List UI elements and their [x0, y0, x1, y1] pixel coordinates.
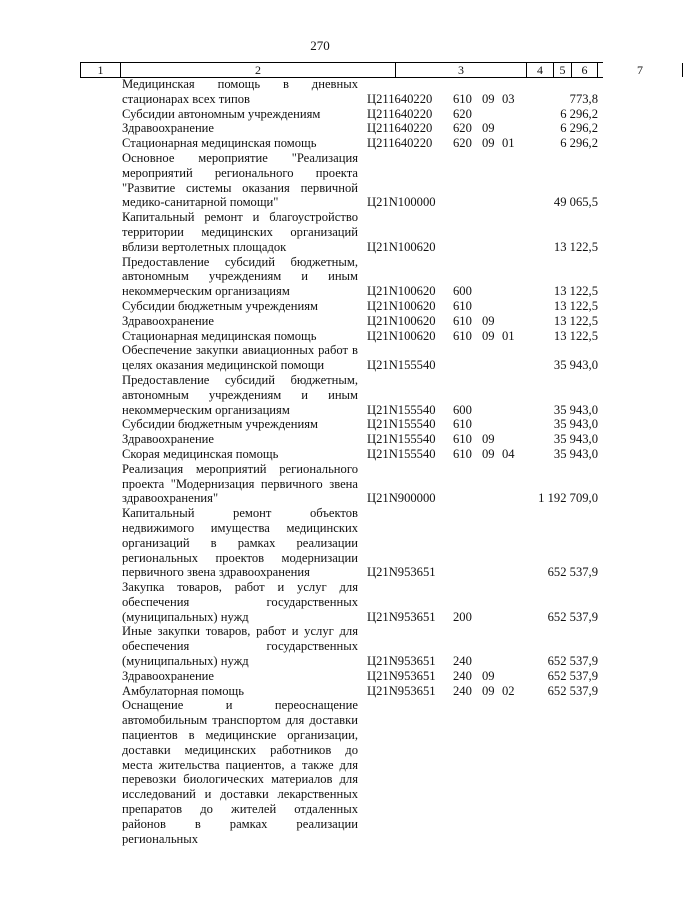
- row-amount: 13 122,5: [553, 298, 598, 313]
- table-row: [0, 314, 640, 329]
- header-col-6: 6: [571, 63, 597, 77]
- row-expense-type: 610: [453, 313, 472, 328]
- row-amount: 35 943,0: [553, 417, 598, 432]
- row-target-code: Ц21N100620: [367, 298, 436, 313]
- row-description: Здравоохранение: [122, 313, 215, 328]
- row-amount: 652 537,9: [547, 609, 598, 624]
- row-amount: 6 296,2: [560, 121, 598, 136]
- row-section: 09: [482, 121, 495, 136]
- row-amount: 652 537,9: [547, 683, 598, 698]
- table-row: [0, 210, 640, 254]
- row-expense-type: 240: [453, 668, 472, 683]
- row-target-code: Ц21N100620: [367, 328, 436, 343]
- table-row: [0, 580, 640, 624]
- table-row: [0, 373, 640, 417]
- row-section: 09: [482, 432, 495, 447]
- table-row: [0, 299, 640, 314]
- table-row: [0, 447, 640, 462]
- header-col-2: 2: [120, 63, 395, 77]
- row-description: Оснащение и переоснащение автомобильным транспортом для доставки пациентов в медицинские организации, доставки медицинских работников до места жительства пациентов, а также для перевозки биологических материалов для исследований и доставки лекарственных препаратов до жителей отдаленных районов в рамках реализации региональных: [122, 698, 358, 846]
- row-target-code: Ц21N953651: [367, 654, 436, 669]
- row-subsection: 01: [502, 136, 515, 151]
- row-description: Капитальный ремонт объектов недвижимого имущества медицинских организаций в рамках реализации региональных проектов модернизации первичного звена здравоохранения: [122, 506, 358, 580]
- row-amount: 35 943,0: [553, 402, 598, 417]
- row-amount: 49 065,5: [553, 195, 598, 210]
- row-amount: 13 122,5: [553, 239, 598, 254]
- row-description: Реализация мероприятий регионального проекта "Модернизация первичного звена здравоохранения": [122, 461, 358, 506]
- table-body: [0, 77, 640, 846]
- table-row: [0, 77, 640, 107]
- page-number: 270: [310, 38, 330, 53]
- row-section: 09: [482, 446, 495, 461]
- row-expense-type: 610: [453, 298, 472, 313]
- row-section: 09: [482, 668, 495, 683]
- row-amount: 13 122,5: [553, 284, 598, 299]
- row-section: 09: [482, 683, 495, 698]
- row-description: Предоставление субсидий бюджетным, автономным учреждениям и иным некоммерческим организациям: [122, 254, 358, 299]
- row-description: Капитальный ремонт и благоустройство территории медицинских организаций вблизи вертолетных площадок: [122, 210, 358, 254]
- row-amount: 1 192 709,0: [538, 491, 598, 506]
- row-target-code: Ц21N953651: [367, 683, 436, 698]
- row-description: Предоставление субсидий бюджетным, автономным учреждениям и иным некоммерческим организациям: [122, 372, 358, 417]
- row-expense-type: 610: [453, 91, 472, 106]
- row-amount: 35 943,0: [553, 432, 598, 447]
- row-expense-type: 240: [453, 683, 472, 698]
- row-target-code: Ц21N155540: [367, 358, 436, 373]
- row-target-code: Ц21N900000: [367, 491, 436, 506]
- row-expense-type: 610: [453, 446, 472, 461]
- row-description: Здравоохранение: [122, 668, 215, 683]
- row-amount: 35 943,0: [553, 446, 598, 461]
- table-row: [0, 343, 640, 373]
- row-description: Основное мероприятие "Реализация мероприятий регионального проекта "Развитие системы оказания первичной медико-санитарной помощи": [122, 150, 358, 210]
- row-section: 09: [482, 136, 495, 151]
- row-expense-type: 620: [453, 121, 472, 136]
- row-description: Здравоохранение: [122, 121, 215, 136]
- row-target-code: Ц21N953651: [367, 565, 436, 580]
- row-amount: 13 122,5: [553, 328, 598, 343]
- row-description: Обеспечение закупки авиационных работ в целях оказания медицинской помощи: [122, 343, 358, 373]
- row-target-code: Ц211640220: [367, 106, 433, 121]
- table-row: [0, 462, 640, 506]
- row-target-code: Ц21N953651: [367, 668, 436, 683]
- row-target-code: Ц21N155540: [367, 446, 436, 461]
- table-row: [0, 329, 640, 344]
- row-target-code: Ц211640220: [367, 121, 433, 136]
- row-target-code: Ц21N155540: [367, 402, 436, 417]
- table-row: [0, 698, 640, 846]
- row-expense-type: 200: [453, 609, 472, 624]
- row-amount: 13 122,5: [553, 313, 598, 328]
- row-target-code: Ц211640220: [367, 91, 433, 106]
- row-expense-type: 240: [453, 654, 472, 669]
- row-expense-type: 620: [453, 136, 472, 151]
- row-amount: 773,8: [569, 91, 598, 106]
- row-description: Здравоохранение: [122, 432, 215, 447]
- row-description: Субсидии автономным учреждениям: [122, 106, 321, 121]
- row-expense-type: 610: [453, 417, 472, 432]
- header-col-1: 1: [80, 63, 120, 77]
- table-row: [0, 151, 640, 210]
- table-row: [0, 669, 640, 684]
- table-row: [0, 121, 640, 136]
- row-description: Иные закупки товаров, работ и услуг для обеспечения государственных (муниципальных) нужд: [122, 624, 358, 669]
- table-row: [0, 136, 640, 151]
- row-expense-type: 610: [453, 328, 472, 343]
- row-subsection: 02: [502, 683, 515, 698]
- table-row: [0, 107, 640, 122]
- row-description: Амбулаторная помощь: [122, 683, 244, 698]
- table-row: [0, 624, 640, 668]
- table-row: [0, 432, 640, 447]
- row-description: Стационарная медицинская помощь: [122, 136, 317, 151]
- row-description: Субсидии бюджетным учреждениям: [122, 298, 318, 313]
- row-expense-type: 610: [453, 432, 472, 447]
- row-amount: 652 537,9: [547, 668, 598, 683]
- header-col-4: 4: [526, 63, 553, 77]
- table-row: [0, 506, 640, 580]
- table-row: [0, 255, 640, 299]
- row-subsection: 04: [502, 446, 515, 461]
- row-target-code: Ц21N155540: [367, 432, 436, 447]
- row-amount: 35 943,0: [553, 358, 598, 373]
- row-target-code: Ц21N100620: [367, 284, 436, 299]
- header-col-5: 5: [553, 63, 571, 77]
- table-header: [80, 62, 643, 78]
- row-subsection: 01: [502, 328, 515, 343]
- row-amount: 6 296,2: [560, 136, 598, 151]
- row-expense-type: 600: [453, 284, 472, 299]
- row-target-code: Ц21N100000: [367, 195, 436, 210]
- row-amount: 652 537,9: [547, 565, 598, 580]
- row-expense-type: 620: [453, 106, 472, 121]
- row-description: Скорая медицинская помощь: [122, 446, 279, 461]
- row-description: Стационарная медицинская помощь: [122, 328, 317, 343]
- row-section: 09: [482, 328, 495, 343]
- row-target-code: Ц211640220: [367, 136, 433, 151]
- row-subsection: 03: [502, 91, 515, 106]
- row-expense-type: 600: [453, 402, 472, 417]
- table-row: [0, 684, 640, 699]
- row-section: 09: [482, 91, 495, 106]
- row-target-code: Ц21N100620: [367, 239, 436, 254]
- header-col-7: 7: [597, 63, 683, 77]
- table-row: [0, 417, 640, 432]
- row-amount: 6 296,2: [560, 106, 598, 121]
- row-section: 09: [482, 313, 495, 328]
- row-target-code: Ц21N100620: [367, 313, 436, 328]
- row-description: Субсидии бюджетным учреждениям: [122, 417, 318, 432]
- row-target-code: Ц21N953651: [367, 609, 436, 624]
- row-description: Медицинская помощь в дневных стационарах всех типов: [122, 77, 358, 106]
- row-description: Закупка товаров, работ и услуг для обеспечения государственных (муниципальных) нужд: [122, 580, 358, 624]
- row-target-code: Ц21N155540: [367, 417, 436, 432]
- row-amount: 652 537,9: [547, 654, 598, 669]
- header-col-3: 3: [395, 63, 526, 77]
